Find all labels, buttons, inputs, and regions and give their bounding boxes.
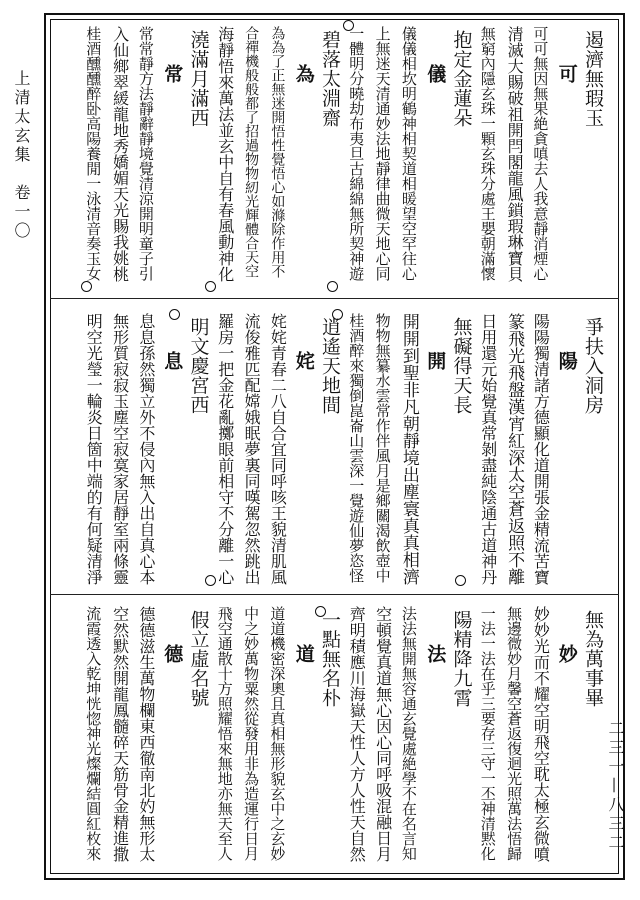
text-column: 合禪機般般都了招過物物紉光輝體合天空 (243, 26, 260, 278)
text-column: 桂酒醉來獨倒崑崙山雲深一覺遊仙夢恣怪 (347, 313, 366, 583)
text-column: 法法無開無容通玄覺處絶學不在名言知 (399, 606, 418, 861)
text-column: 逍遙天地間 (319, 317, 341, 415)
text-column: 日用還元始覺真常剝盡純陰通古道神丹 (478, 313, 498, 585)
text-column: 無形質寂寂玉塵空寂寞家居靜室兩條靈 (110, 313, 130, 585)
text-column: 流霞透入乾坤恍惚神光燦爛結圓紅枚來 (84, 606, 103, 861)
text-column: 海靜悟來萬法並玄中自有春風動神化 (215, 26, 235, 282)
text-column: 中之妙萬物粟然從發用非為造運行日月 (242, 606, 261, 861)
text-column: 抱定金蓮朵 (450, 30, 473, 128)
text-column: 息息孫然獨立外不侵內無入出自真心本 (136, 313, 156, 585)
text-column: 一法一法在乎三要存三守一丕神清黙化 (478, 606, 497, 861)
text-column: 陽精降九霄 (450, 610, 473, 708)
text-column: 開開到聖非凡朝靜境出塵寰真真相濟 (398, 313, 419, 585)
text-column: 無窮內隱玄珠一顆玄珠分處王嬰朝滿懷 (478, 26, 497, 281)
text-column: 上無迷天清通妙法地靜律曲微天地心同 (373, 26, 392, 281)
text-column: 開 (424, 351, 447, 371)
text-column: 碧落太淵齋 (319, 30, 341, 128)
text-column: 無礙得天長 (450, 317, 473, 415)
section-divider (50, 594, 619, 595)
text-column: 妙 (555, 644, 578, 664)
circle-mark (81, 281, 92, 292)
margin-page-number: 二三一—八三二 (606, 720, 625, 853)
margin-volume-label: 上清太玄集 卷一〇 (12, 70, 31, 241)
text-column: 羅房一把金花亂擲眼前相守不分離一心 (215, 313, 235, 585)
text-column: 明文慶宮西 (187, 317, 210, 415)
text-column: 篆飛光飛盤漢宵紅深太空蒼返照不離 (504, 313, 525, 585)
text-column: 可可無因無果絶貪嗔去人我意靜消煙心 (531, 26, 550, 281)
text-column: 澆滿月滿西 (187, 30, 210, 128)
text-column: 法 (424, 644, 447, 664)
text-column: 妙妙光而不耀空明飛空耽太極玄微噴 (531, 606, 551, 862)
text-column: 一體明分曉劫布夷旦古綿綿無所契神遊 (347, 26, 366, 281)
text-column: 儀 (424, 64, 447, 84)
section-divider (50, 298, 619, 299)
text-column: 明空光瑩一輪炎日箇中端的有何疑清淨 (84, 313, 104, 585)
circle-mark (169, 309, 180, 320)
text-column: 桂酒醺醺醉卧高陽養閒一泳清音奏玉女 (84, 26, 103, 281)
text-column: 入仙鄉翠緩龍地秀嬌媚天光賜我姚桃 (110, 26, 130, 282)
text-column: 齊明積應川海嶽天性人方人性天自然 (347, 606, 367, 862)
text-column: 可 (555, 64, 578, 84)
text-column: 姹 (292, 351, 315, 371)
text-column: 為 (292, 64, 315, 84)
text-column: 息 (161, 351, 184, 371)
text-column: 爭扶入洞房 (582, 317, 604, 415)
circle-mark (205, 281, 216, 292)
text-column: 遏濟無瑕玉 (582, 30, 604, 128)
text-column: 德德滋生萬物欄東西徹南北妁無形太 (136, 606, 156, 862)
text-column: 陽 (555, 351, 578, 371)
text-column: 無為萬事畢 (582, 610, 604, 708)
text-column: 為為了正無迷開悟性覺悟心如滌除作用不 (269, 26, 286, 278)
text-column: 常常靜方法靜辭靜境覺清涼開明童子引 (136, 26, 155, 281)
text-column: 道道機密深奧且真相無形貌玄中之玄妙 (268, 606, 287, 861)
text-column: 道 (292, 644, 315, 664)
text-column: 假立虛名號 (187, 610, 210, 708)
circle-mark (205, 575, 216, 586)
text-column: 空頓覺真道無心因心同呼吸混融日月 (373, 606, 393, 862)
circle-mark (315, 606, 326, 617)
text-column: 陽陽獨清諸方德顯化道開張金精流苦寶 (531, 313, 551, 585)
circle-mark (455, 575, 466, 586)
text-column: 一點無名朴 (319, 610, 341, 708)
text-column: 飛空通散十方照耀悟來無地亦無天至人 (215, 606, 234, 861)
text-column: 儀儀相坎明鶴神相契道相暖望空罕往心 (399, 26, 418, 281)
text-column: 德 (161, 644, 184, 664)
circle-mark (343, 20, 354, 31)
text-column: 物物無纂水雲常作伴風月是鄉關渴飲壺中 (373, 313, 392, 583)
text-column: 清滅大賜破祖開閂閣龍風鎖瑕琳寶貝 (505, 26, 525, 282)
text-column: 常 (161, 64, 184, 84)
circle-mark (327, 281, 338, 292)
text-column: 空然默然開龍鳳髓碎天筋骨金精進撒 (110, 606, 130, 862)
text-column: 無邊微妙月馨空蒼返復迴光照萬法悟歸 (505, 606, 524, 861)
text-column: 姹姹青春二八自合宜同呼咳王貌清肌風 (268, 313, 288, 585)
text-column: 流俊雅匹配嫦娥眠夢裏同嘆駕忽然跳出 (242, 313, 262, 585)
circle-mark (332, 309, 343, 320)
